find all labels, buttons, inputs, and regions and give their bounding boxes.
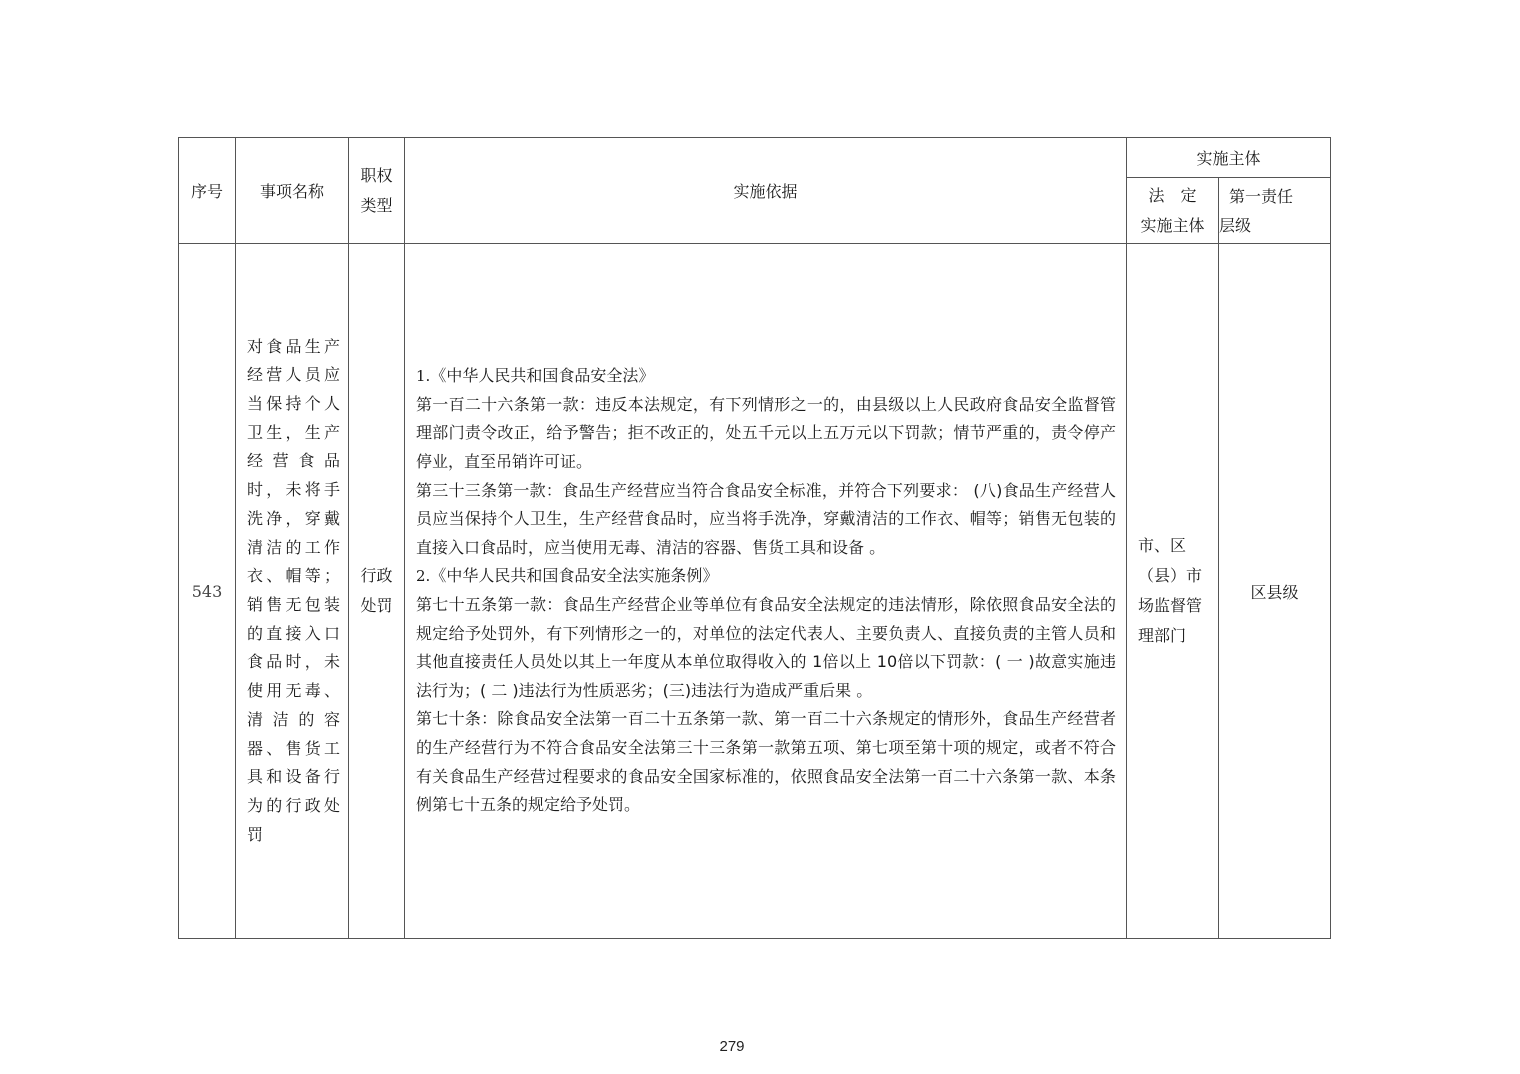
basis-paragraph-number: 1. bbox=[416, 367, 431, 386]
row-authority-type bbox=[349, 244, 405, 939]
basis-paragraph bbox=[416, 591, 1116, 705]
basis-paragraph-number: 2. bbox=[416, 567, 431, 586]
row-legal-subject: 市、区（县）市场监督管理部门 bbox=[1127, 244, 1219, 939]
row-item-name: 对食品生产经营人员应当保持个人卫生，生产经营食品时，未将手洗净，穿戴清洁的工作衣、帽等；销售无包装的直接入口食品时，未使用无毒、清洁的容器、售货工具和设备行为的行政处罚 bbox=[236, 244, 349, 939]
basis-paragraph-text: 第一百二十六条第一款：违反本法规定，有下列情形之一的，由县级以上人民政府食品安全监督管理部门责令改正，给予警告；拒不改正的，处五千元以上五万元以下罚款；情节严重的，责令停产停业，直至吊销许可证。 bbox=[416, 394, 1116, 472]
header-first-level-line2: 层级 bbox=[1219, 215, 1252, 235]
header-row-1 bbox=[179, 138, 1331, 178]
basis-paragraph bbox=[416, 391, 1116, 477]
header-legal-subject-line2: 实施主体 bbox=[1140, 215, 1205, 235]
basis-paragraph-text: 第七十五条第一款：食品生产经营企业等单位有食品安全法规定的违法情形，除依照食品安全法的规定给予处罚外，有下列情形之一的，对单位的法定代表人、主要负责人、直接负责的主管人员和其他直接责任人员处以其上一年度从本单位取得收入的 1倍以上 10倍以下罚款：( 一 )故意实施违法行为；( 二 )违法行为性质恶劣；(三)违法行为造成严重后果 。 bbox=[416, 595, 1116, 700]
basis-paragraph-text: 第三十三条第一款：食品生产经营应当符合食品安全标准，并符合下列要求： (八)食品生产经营人员应当保持个人卫生，生产经营食品时，应当将手洗净，穿戴清洁的工作衣、帽等；销售无包装的直接入口食品时，应当使用无毒、清洁的容器、售货工具和设备 。 bbox=[416, 480, 1116, 557]
header-legal-subject bbox=[1127, 178, 1219, 244]
basis-paragraphs bbox=[416, 362, 1116, 820]
basis-paragraph bbox=[416, 562, 1116, 591]
row-first-level: 区县级 bbox=[1219, 244, 1331, 939]
header-seq: 序号 bbox=[179, 138, 236, 244]
basis-paragraph-text: 第七十条：除食品安全法第一百二十五条第一款、第一百二十六条规定的情形外，食品生产经营者的生产经营行为不符合食品安全法第三十三条第一款第五项、第七项至第十项的规定，或者不符合有关食品生产经营过程要求的食品安全国家标准的，依照食品安全法第一百二十六条第一款、本条例第七十五条的规定给予处罚。 bbox=[416, 709, 1116, 815]
header-authority-type bbox=[349, 138, 405, 244]
table-row bbox=[179, 244, 1331, 939]
row-basis bbox=[405, 244, 1127, 939]
administrative-penalty-table bbox=[178, 137, 1331, 939]
basis-paragraph bbox=[416, 477, 1116, 563]
basis-paragraph bbox=[416, 362, 1116, 391]
header-item-name: 事项名称 bbox=[236, 138, 349, 244]
basis-paragraph-text: 《中华人民共和国食品安全法》 bbox=[430, 366, 655, 386]
header-first-level-line1: 第一责任 bbox=[1229, 186, 1294, 206]
header-authority-type-line2: 类型 bbox=[360, 195, 393, 215]
page-number: 279 bbox=[719, 1038, 745, 1055]
row-authority-type-line2: 处罚 bbox=[360, 596, 393, 615]
header-legal-subject-line1: 法 定 bbox=[1148, 185, 1197, 205]
header-first-level bbox=[1219, 178, 1331, 244]
row-seq: 543 bbox=[179, 244, 236, 939]
basis-paragraph-text: 《中华人民共和国食品安全法实施条例》 bbox=[430, 566, 719, 586]
basis-paragraph bbox=[416, 705, 1116, 819]
header-authority-type-line1: 职权 bbox=[360, 165, 393, 185]
row-authority-type-line1: 行政 bbox=[360, 566, 393, 585]
header-basis: 实施依据 bbox=[405, 138, 1127, 244]
header-subject-group: 实施主体 bbox=[1127, 138, 1331, 178]
